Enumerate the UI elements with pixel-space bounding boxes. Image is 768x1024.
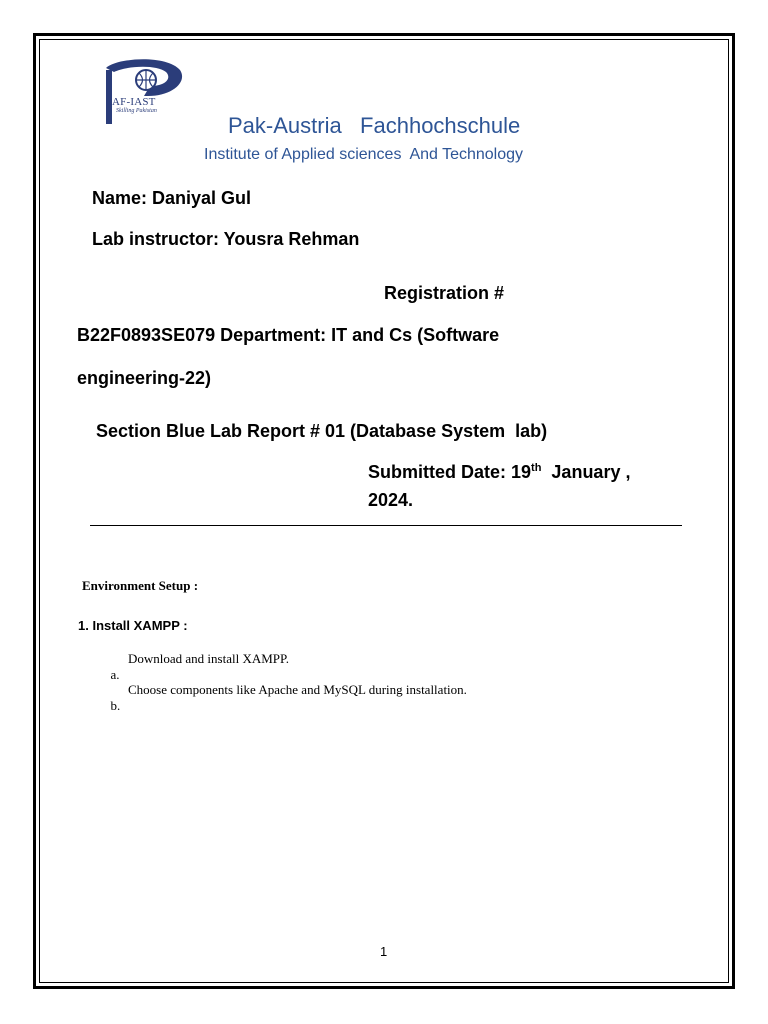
submitted-year: 2024. xyxy=(368,490,414,510)
step-install-xampp xyxy=(78,618,188,633)
submitted-date xyxy=(368,462,630,483)
submitted-date-label: Submitted Date: 19 xyxy=(368,462,532,482)
logo-tagline: Skilling Pakistan xyxy=(116,108,157,114)
logo-acronym: AF-IAST xyxy=(112,96,156,108)
institute-logo xyxy=(96,56,192,128)
lab-instructor: Lab instructor: Yousra Rehman xyxy=(92,229,360,249)
student-name: Name: Daniyal Gul xyxy=(92,188,252,208)
institute-subtitle: Institute of Applied sciences And Technology xyxy=(204,146,524,163)
list-item-text: Download and install XAMPP. xyxy=(128,651,290,666)
registration-label: Registration # xyxy=(384,283,505,303)
list-marker: b. xyxy=(110,698,121,713)
environment-setup-heading: Environment Setup : xyxy=(82,578,199,593)
section-report-line: Section Blue Lab Report # 01 (Database System lab) xyxy=(96,421,548,441)
submitted-date-suffix: th xyxy=(531,462,542,474)
list-item xyxy=(104,682,467,730)
list-item-text: Choose components like Apache and MySQL during installation. xyxy=(128,682,467,697)
department-continuation: engineering-22) xyxy=(77,368,212,388)
registration-department-line: B22F0893SE079 Department: IT and Cs (Software xyxy=(77,325,500,345)
submitted-date-month: January , xyxy=(541,462,631,482)
horizontal-divider xyxy=(90,525,682,526)
page-border-inner xyxy=(39,39,729,983)
step-title: 1. Install XAMPP : xyxy=(78,618,188,633)
logo-mark-icon xyxy=(96,56,192,128)
page-number: 1 xyxy=(380,944,388,959)
institute-title: Pak-Austria Fachhochschule xyxy=(228,113,521,138)
list-marker: a. xyxy=(110,667,120,682)
